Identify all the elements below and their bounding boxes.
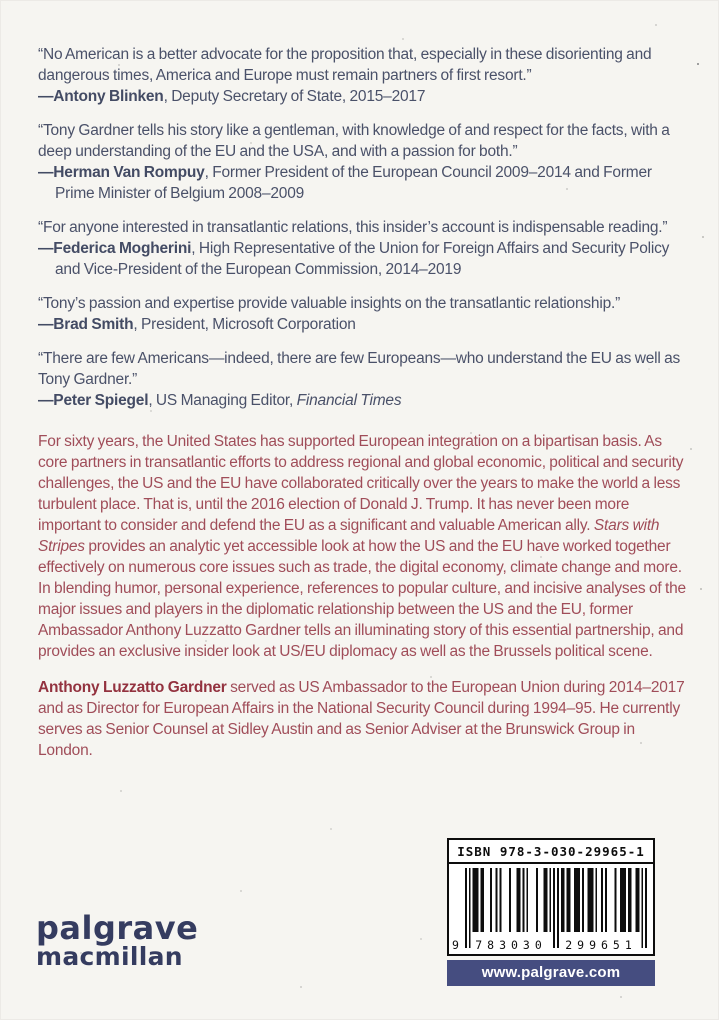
author-bio (38, 677, 690, 761)
attribution-name: —Brad Smith (38, 316, 134, 333)
barcode-digit-first: 9 (452, 938, 459, 952)
description-part1: For sixty years, the United States has supported European integration on a bipartisan basis. As core partners in transatlantic efforts to address regional and global economic, political and security challenges, the US and the EU have collaborated critically over the years to make the world a less turbulent place. That is, until the 2016 election of Donald J. Trump. It has never been more important to consider and defend the EU as a significant and valuable American ally. (38, 433, 684, 534)
quote-text: “There are few Americans—indeed, there are few Europeans—who understand the EU as well as Tony Gardner.” (38, 350, 681, 388)
barcode-digits-right: 299651 (565, 938, 637, 952)
attribution-name: —Peter Spiegel (38, 392, 149, 409)
quote-text: “Tony’s passion and expertise provide valuable insights on the transatlantic relationship.” (38, 295, 621, 312)
endorsement-quote-2 (38, 120, 690, 204)
quote-attribution (38, 86, 690, 107)
quote-attribution (38, 314, 690, 335)
book-description (38, 431, 690, 662)
attribution-name: —Federica Mogherini (38, 240, 192, 257)
quote-text: “Tony Gardner tells his story like a gentleman, with knowledge of and respect for the facts, with a deep understanding of the EU and the USA, and with a passion for both.” (38, 122, 670, 160)
attribution-name: —Antony Blinken (38, 88, 164, 105)
book-title-italic: Stars with Stripes (38, 517, 660, 555)
quote-attribution (38, 162, 690, 204)
quote-text: “For anyone interested in transatlantic relations, this insider’s account is indispensable reading.” (38, 219, 668, 236)
quote-attribution (38, 390, 690, 411)
description-part2: provides an analytic yet accessible look at how the US and the EU have worked together effectively on numerous core issues such as trade, the digital economy, climate change and more. In blending humor, personal experience, references to popular culture, and incisive analyses of the major issues and players in the diplomatic relationship between the US and the EU, former Ambassador Anthony Luzzatto Gardner tells an illuminating story of this essential partnership, and provides an exclusive insider look at US/EU diplomacy as well as the Brussels political scene. (38, 538, 686, 660)
attribution-role: , High Representative of the Union for Foreign Affairs and Security Policy and Vice-President of the European Commission, 2014–2019 (55, 240, 670, 278)
back-cover-text (38, 44, 690, 761)
quote-text: “No American is a better advocate for the proposition that, especially in these disorienting and dangerous times, America and Europe must remain partners of first resort.” (38, 46, 652, 84)
endorsement-quote-5 (38, 348, 690, 411)
attribution-role: , Former President of the European Council 2009–2014 and Former Prime Minister of Belgium 2008–2009 (55, 164, 652, 202)
attribution-role: , US Managing Editor, (148, 392, 297, 409)
quote-attribution (38, 238, 690, 280)
author-bio-text: served as US Ambassador to the European Union during 2014–2017 and as Director for European Affairs in the National Security Council during 1994–95. He currently serves as Senior Counsel at Sidley Austin and as Senior Adviser at the Brunswick Group in London. (38, 679, 685, 759)
publisher-url: www.palgrave.com (447, 960, 655, 986)
publisher-logo (36, 909, 199, 971)
ean-barcode (449, 864, 653, 954)
attribution-role: , President, Microsoft Corporation (133, 316, 356, 333)
publisher-logo-macmillan: macmillan (36, 942, 183, 971)
paper-speckles (0, 0, 2, 2)
author-name: Anthony Luzzatto Gardner (38, 679, 227, 696)
attribution-role: , Deputy Secretary of State, 2015–2017 (163, 88, 426, 105)
ean-barcode-bars (465, 868, 647, 948)
attribution-name: —Herman Van Rompuy (38, 164, 205, 181)
isbn-block (447, 838, 655, 986)
attribution-role-italic: Financial Times (296, 392, 402, 409)
endorsement-quote-3 (38, 217, 690, 280)
isbn-label: ISBN 978-3-030-29965-1 (449, 840, 653, 864)
isbn-box (447, 838, 655, 956)
endorsement-quote-4 (38, 293, 690, 335)
publisher-logo-palgrave: palgrave (36, 909, 199, 947)
endorsement-quote-1 (38, 44, 690, 107)
barcode-digits-left: 783030 (475, 938, 547, 952)
